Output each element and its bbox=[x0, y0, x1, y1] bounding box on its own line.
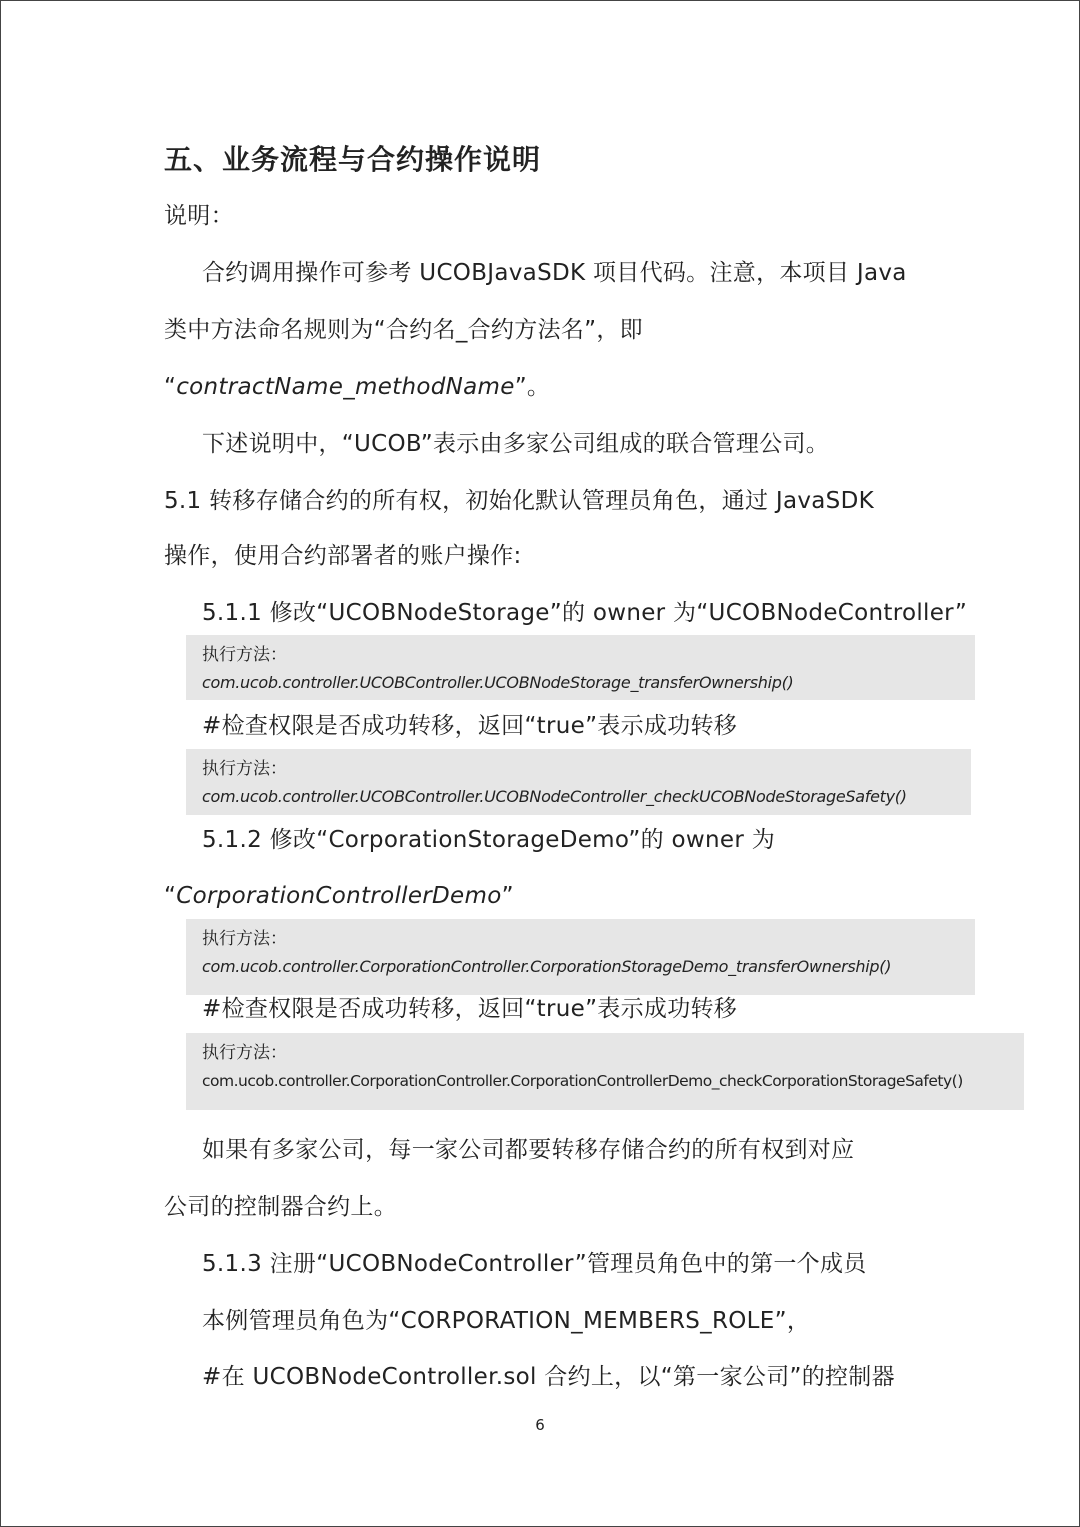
code-block-1 bbox=[186, 635, 975, 700]
code-block-label: 执行方法： bbox=[202, 1043, 287, 1063]
paragraph-1-line-1: 合约调用操作可参考 UCOBJavaSDK 项目代码。注意，本项目 Java bbox=[202, 260, 907, 286]
code-block-label: 执行方法： bbox=[202, 759, 287, 779]
paragraph-2: 下述说明中，“UCOB”表示由多家公司组成的联合管理公司。 bbox=[202, 431, 830, 457]
controller-demo-name: CorporationControllerDemo bbox=[176, 883, 502, 909]
quote-open: “ bbox=[164, 374, 177, 400]
section-5-1-line-2: 操作，使用合约部署者的账户操作: bbox=[164, 543, 522, 569]
quote-close: ”。 bbox=[514, 374, 551, 400]
quote-close: ” bbox=[501, 883, 514, 909]
code-block-4 bbox=[186, 1033, 1024, 1110]
code-block-method: com.ucob.controller.UCOBController.UCOBNodeStorage_transferOwnership() bbox=[202, 673, 794, 692]
code-block-method: com.ucob.controller.CorporationController.CorporationControllerDemo_checkCorporationStorageSafety() bbox=[202, 1072, 963, 1090]
code-block-method: com.ucob.controller.CorporationController.CorporationStorageDemo_transferOwnership() bbox=[202, 957, 892, 976]
code-block-2 bbox=[186, 749, 971, 815]
code-block-label: 执行方法： bbox=[202, 645, 287, 665]
quote-open: “ bbox=[164, 883, 177, 909]
code-block-label: 执行方法： bbox=[202, 929, 287, 949]
paragraph-1-line-2: 类中方法命名规则为“合约名_合约方法名”，即 bbox=[164, 317, 643, 343]
intro-label: 说明： bbox=[164, 203, 234, 229]
method-naming-pattern: contractName_methodName bbox=[176, 374, 515, 400]
section-5-1-3-line-3: #在 UCOBNodeController.sol 合约上，以“第一家公司”的控制器 bbox=[202, 1364, 895, 1390]
section-5-1-2-heading: 5.1.2 修改“CorporationStorageDemo”的 owner 为 bbox=[202, 827, 776, 853]
paragraph-3-line-1: 如果有多家公司，每一家公司都要转移存储合约的所有权到对应 bbox=[202, 1137, 855, 1163]
section-5-1-line-1: 5.1 转移存储合约的所有权，初始化默认管理员角色，通过 JavaSDK bbox=[164, 488, 874, 514]
check-ownership-note-1: #检查权限是否成功转移，返回“true”表示成功转移 bbox=[202, 713, 738, 739]
code-block-method: com.ucob.controller.UCOBController.UCOBNodeController_checkUCOBNodeStorageSafety() bbox=[202, 787, 907, 806]
page-number: 6 bbox=[535, 1416, 545, 1434]
section-heading: 五、业务流程与合约操作说明 bbox=[164, 143, 542, 176]
section-5-1-1-heading: 5.1.1 修改“UCOBNodeStorage”的 owner 为“UCOBNodeController” bbox=[202, 600, 968, 626]
section-5-1-2-line-2 bbox=[164, 881, 514, 911]
check-ownership-note-2: #检查权限是否成功转移，返回“true”表示成功转移 bbox=[202, 996, 738, 1022]
paragraph-3-line-2: 公司的控制器合约上。 bbox=[164, 1194, 397, 1220]
code-block-3 bbox=[186, 919, 975, 995]
section-5-1-3-heading: 5.1.3 注册“UCOBNodeController”管理员角色中的第一个成员 bbox=[202, 1251, 867, 1277]
section-5-1-3-line-2: 本例管理员角色为“CORPORATION_MEMBERS_ROLE”， bbox=[202, 1308, 811, 1334]
paragraph-1-line-3 bbox=[164, 372, 550, 402]
